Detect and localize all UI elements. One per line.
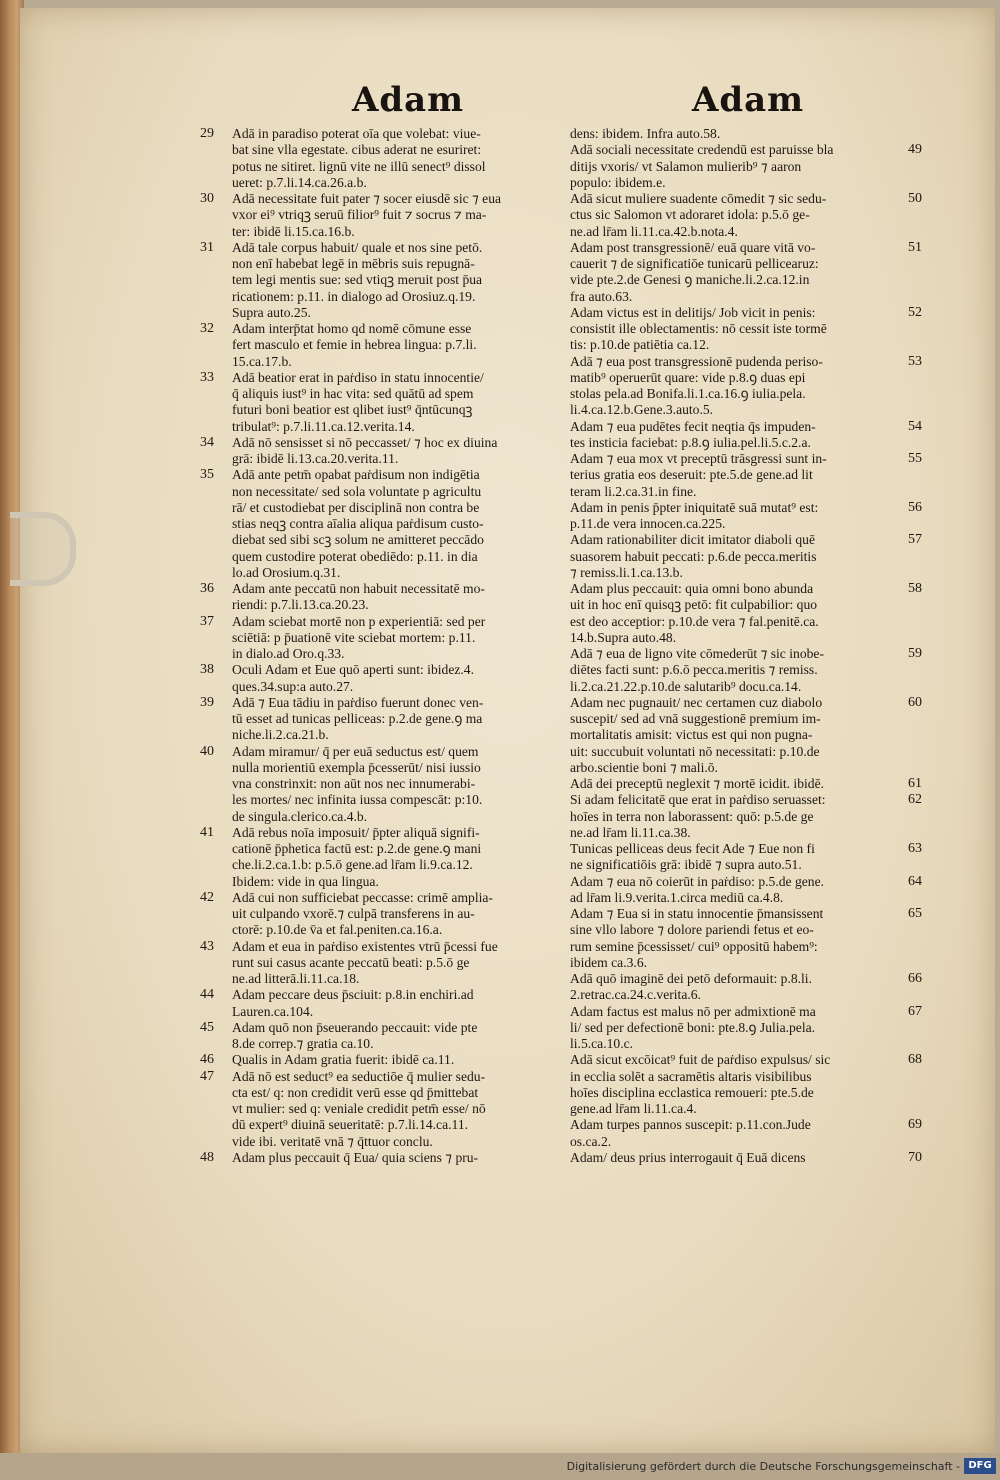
text-line: matib⁹ operuerūt quare: vide p.8.ꝯ duas epi	[570, 369, 806, 385]
text-line: Adam ante peccatū non habuit necessitatē mo-	[232, 581, 485, 596]
text-line: futuri boni beatior est qlibet iust⁹ q̄ntūcunqꝫ	[232, 402, 473, 418]
text-line: riendi: p.7.li.13.ca.20.23.	[232, 597, 369, 613]
text-line: fra auto.63.	[570, 288, 633, 304]
text-line: Adā dei preceptū neglexit ⁊ mortē icidit. ibidē.	[570, 776, 825, 791]
entry-number: 38	[200, 662, 214, 678]
text-line: ques.34.sup:a auto.27.	[232, 678, 354, 694]
entry-number: 68	[908, 1052, 922, 1068]
entry-number: 35	[200, 467, 214, 483]
entry-number: 55	[908, 451, 922, 466]
text-line: stolas pela.ad Bonifa.li.1.ca.16.ꝯ iulia.pela.	[570, 386, 806, 401]
text-line: suscepit/ sed ad vnā suggestionē premium im-	[570, 711, 821, 726]
entry-number: 47	[200, 1068, 214, 1084]
running-header-right: Adam	[692, 80, 805, 120]
text-line: ueret: p.7.li.14.ca.26.a.b.	[232, 174, 367, 190]
text-line: ctus sic Salomon vt adoraret idola: p.5.ō ge-	[570, 207, 810, 223]
text-line: Adam factus est malus nō per admixtionē ma	[570, 1003, 816, 1019]
text-line: Tunicas pelliceas deus fecit Ade ⁊ Eue non fi	[570, 841, 815, 856]
text-line: che.li.2.ca.1.b: p.5.ō gene.ad lr̄am li.9.ca.12.	[232, 857, 473, 873]
text-line: Adam nec pugnauit/ nec certamen cuz diabolo	[570, 694, 823, 710]
text-line: Adam ⁊ Eua si in statu innocentie p̄mansissent	[570, 906, 824, 921]
text-line: ricationem: p.11. in dialogo ad Orosiuz.q.19.	[232, 288, 476, 304]
text-line: gene.ad lr̄am li.11.ca.4.	[570, 1101, 697, 1116]
entry-number: 50	[908, 191, 922, 206]
text-line: Adā quō imaginē dei petō deformauit: p.8.li.	[570, 971, 812, 986]
text-line: rum semine p̄cessisset/ cui⁹ oppositū habem⁹:	[570, 938, 818, 954]
entry-number: 41	[200, 824, 214, 840]
text-line: diētes facti sunt: p.6.ō pecca.meritis ⁊ remiss.	[570, 662, 818, 678]
text-line: hoīes disciplina ecclastica remoueri: pte.5.de	[570, 1084, 814, 1100]
text-line: Adā nō est seduct⁹ ea seductiōe q̄ mulier sedu-	[232, 1068, 486, 1084]
text-line: os.ca.2.	[570, 1133, 612, 1149]
text-line: p.11.de vera innocen.ca.225.	[570, 516, 726, 531]
entry-number: 42	[200, 889, 214, 905]
text-line: 2.retrac.ca.24.c.verita.6.	[570, 987, 701, 1003]
text-line: Adam ⁊ eua pudētes fecit neqtia q̄s impuden-	[570, 418, 816, 434]
text-line: Adam peccare deus p̄sciuit: p.8.in enchiri.ad	[232, 987, 474, 1003]
text-line: ne significatiōis grā: ibidē ⁊ supra auto.51.	[570, 857, 802, 873]
text-line: Si adam felicitatē que erat in paṙdiso seruasset:	[570, 792, 826, 808]
entry-number: 32	[200, 321, 214, 336]
text-line: Adā in paradiso poterat oīa que volebat: viue-	[232, 126, 481, 141]
text-line: vxor ei⁹ vtriqꝫ seruū filior⁹ fuit ⁊ socrus ⁊ ma-	[232, 207, 487, 223]
text-line: Adā ⁊ eua de ligno vite cōmederūt ⁊ sic inobe-	[570, 646, 824, 661]
text-line: les mortes/ nec infinita iussa compescāt: p:10.	[232, 792, 483, 808]
text-line: li.5.ca.10.c.	[570, 1036, 634, 1051]
text-line: Adā ante petm̄ opabat paṙdisum non indigētia	[232, 467, 480, 483]
text-line: runt sui casus acante peccatū beati: p.5.ō ge	[232, 954, 470, 970]
text-line: uit in hoc enī quisqꝫ petō: fit culpabilior: quo	[570, 597, 818, 613]
entry-number: 39	[200, 694, 214, 710]
entry-number: 46	[200, 1052, 214, 1068]
text-line: Adam turpes pannos suscepit: p.11.con.Jude	[570, 1117, 811, 1133]
entry-number: 61	[908, 776, 922, 791]
text-line: Adā sicut excōicat⁹ fuit de paṙdiso expulsus/ sic	[570, 1052, 831, 1068]
text-line: li/ sed per defectionē boni: pte.8.ꝯ Julia.pela.	[570, 1019, 816, 1035]
entry-number: 31	[200, 239, 214, 255]
text-line: uit culpando vxorē.⁊ culpā transferens in au-	[232, 906, 475, 921]
text-line: ad lr̄am li.9.verita.1.circa mediū ca.4.8.	[570, 889, 784, 905]
text-line: nulla morientiū exempla p̄cesserūt/ nisi iussio	[232, 759, 481, 775]
text-line: arbo.scientie boni ⁊ mali.ō.	[570, 759, 718, 775]
text-line: ne.ad lr̄am li.11.ca.42.b.nota.4.	[570, 223, 738, 239]
entry-number: 65	[908, 906, 922, 921]
text-line: vide pte.2.de Genesi ꝯ maniche.li.2.ca.12.in	[570, 272, 810, 288]
text-line: Adā rebus noīa imposuit/ p̄pter aliquā signifi-	[232, 824, 480, 840]
right-text-column	[570, 126, 910, 1166]
text-line: non necessitate/ sed sola voluntate p agricultu	[232, 483, 482, 499]
text-line: teram li.2.ca.31.in fine.	[570, 483, 697, 499]
text-line: cauerit ⁊ de significatiōe tunicarū pellicearuz:	[570, 256, 819, 271]
text-line: Oculi Adam et Eue quō aperti sunt: ibidez.4.	[232, 662, 474, 678]
text-line: Supra auto.25.	[232, 304, 311, 320]
text-line: Adam/ deus prius interrogauit q̄ Euā dicens	[570, 1149, 806, 1165]
entry-number: 62	[908, 792, 922, 808]
entry-number: 40	[200, 743, 214, 759]
entry-number: 30	[200, 191, 214, 206]
text-line: non enī habebat legē in mēbris suis repugnā-	[232, 256, 475, 271]
entry-number: 57	[908, 532, 922, 548]
text-line: ⁊ remiss.li.1.ca.13.b.	[570, 564, 683, 580]
text-line: uit: succubuit voluntati nō necessitati: p.10.de	[570, 743, 820, 759]
entry-number: 52	[908, 304, 922, 320]
text-line: dens: ibidem. Infra auto.58.	[570, 126, 721, 141]
entry-number: 36	[200, 581, 214, 596]
text-line: potus ne sitiret. lignū vite ne illū senect⁹ dissol	[232, 158, 486, 174]
text-line: tū esset ad tunicas pelliceas: p.2.de gene.ꝯ ma	[232, 711, 483, 726]
footer-credit: Digitalisierung gefördert durch die Deutsche Forschungsgemeinschaft -	[566, 1460, 960, 1473]
dfg-logo: DFG	[964, 1458, 996, 1474]
entry-number: 70	[908, 1149, 922, 1165]
text-line: 15.ca.17.b.	[232, 353, 292, 369]
entry-number: 43	[200, 938, 214, 954]
text-line: niche.li.2.ca.21.b.	[232, 727, 329, 743]
text-line: Adā nō sensisset si nō peccasset/ ⁊ hoc ex diuina	[232, 434, 498, 450]
text-line: Adam et eua in paṙdiso existentes vtrū p̄cessi fue	[232, 938, 498, 954]
entry-number: 69	[908, 1117, 922, 1133]
text-line: Adam quō non p̄seuerando peccauit: vide pte	[232, 1019, 478, 1035]
text-line: stias neqꝫ contra aīalia aliqua paṙdisum custo-	[232, 516, 484, 531]
text-line: cationē p̄phetica factū est: p.2.de gene.ꝯ mani	[232, 841, 482, 856]
text-line: mortalitatis amisit: victus est qui non pugna-	[570, 727, 813, 743]
entry-number: 29	[200, 126, 214, 141]
text-line: Adam rationabiliter dicit imitator diaboli quē	[570, 532, 815, 548]
entry-number: 49	[908, 142, 922, 158]
text-line: ditijs vxoris/ vt Salamon mulierib⁹ ⁊ aaron	[570, 158, 802, 174]
text-line: ne.ad litterā.li.11.ca.18.	[232, 971, 360, 986]
text-line: ibidem ca.3.6.	[570, 954, 648, 970]
entry-number: 33	[200, 369, 214, 385]
text-line: quem custodire poterat obediēdo: p.11. in dia	[232, 548, 478, 564]
entry-number: 37	[200, 613, 214, 629]
text-line: tem legi mentis sue: sed vtiqꝫ meruit post p̄ua	[232, 272, 483, 288]
text-line: Adā cui non sufficiebat peccasse: crimē amplia-	[232, 889, 493, 905]
entry-number: 51	[908, 239, 922, 255]
text-line: tribulat⁹: p.7.li.11.ca.12.verita.14.	[232, 418, 415, 434]
entry-number: 60	[908, 694, 922, 710]
entry-number: 64	[908, 873, 922, 889]
text-line: in dialo.ad Oro.q.33.	[232, 646, 345, 661]
text-line: Adam victus est in delitijs/ Job vicit in penis:	[570, 304, 816, 320]
text-line: consistit ille oblectamentis: nō cessit iste tormē	[570, 321, 827, 336]
text-line: populo: ibidem.e.	[570, 174, 666, 190]
text-line: in ecclia solēt a sacramētis altaris visibilibus	[570, 1068, 812, 1084]
entry-number: 45	[200, 1019, 214, 1035]
text-line: Adā sociali necessitate credendū est paruisse bla	[570, 142, 834, 158]
text-line: q̄ aliquis iust⁹ in hac vita: sed quātū ad spem	[232, 386, 474, 401]
text-line: Ibidem: vide in qua lingua.	[232, 873, 379, 889]
text-line: Adā tale corpus habuit/ quale et nos sine petō.	[232, 239, 483, 255]
entry-number: 48	[200, 1149, 214, 1165]
text-line: Adā ⁊ eua post transgressionē pudenda periso-	[570, 353, 823, 369]
text-line: de singula.clerico.ca.4.b.	[232, 808, 368, 824]
text-line: diebat sed sibi scꝫ solum ne amitteret peccādo	[232, 532, 484, 548]
text-line: hoīes in terra non laborassent: quō: p.5.de ge	[570, 808, 814, 824]
text-line: lo.ad Orosium.q.31.	[232, 564, 341, 580]
text-line: grā: ibidē li.13.ca.20.verita.11.	[232, 451, 399, 466]
text-line: terius gratia eos deseruit: pte.5.de gene.ad lit	[570, 467, 813, 483]
text-line: tis: p.10.de patiētia ca.12.	[570, 337, 710, 353]
text-line: Lauren.ca.104.	[232, 1003, 314, 1019]
entry-number: 66	[908, 971, 922, 986]
text-line: Adam miramur/ q̄ per euā seductus est/ quem	[232, 743, 479, 759]
entry-number: 59	[908, 646, 922, 661]
text-line: ter: ibidē li.15.ca.16.b.	[232, 223, 355, 239]
text-line: ctorē: p.10.de v̄a et fal.peniten.ca.16.a.	[232, 922, 443, 938]
text-line: 14.b.Supra auto.48.	[570, 629, 677, 645]
entry-number: 56	[908, 499, 922, 515]
entry-number: 67	[908, 1003, 922, 1019]
text-line: sciētiā: p p̄uationē vite sciebat mortem: p.11.	[232, 629, 476, 645]
entry-number: 34	[200, 434, 214, 450]
text-line: Adā beatior erat in paṙdiso in statu innocentie/	[232, 369, 484, 385]
text-line: li.2.ca.21.22.p.10.de salutarib⁹ docu.ca.14.	[570, 678, 802, 694]
text-line: fert masculo et femie in hebrea lingua: p.7.li.	[232, 337, 477, 353]
entry-number: 44	[200, 987, 214, 1003]
text-line: dū expert⁹ diuinā seueritatē: p.7.li.14.ca.11.	[232, 1117, 469, 1133]
text-line: 8.de correp.⁊ gratia ca.10.	[232, 1036, 374, 1051]
text-line: Adam plus peccauit: quia omni bono abunda	[570, 581, 814, 596]
text-line: Adam in penis p̄pter iniquitatē suā mutat⁹ est:	[570, 499, 819, 515]
text-line: est deo acceptior: p.10.de vera ⁊ fal.penitē.ca.	[570, 613, 819, 629]
text-line: Adam sciebat mortē non p experientiā: sed per	[232, 613, 486, 629]
text-line: li.4.ca.12.b.Gene.3.auto.5.	[570, 402, 714, 418]
clasp-strap	[10, 512, 76, 586]
footer-bar	[0, 1453, 1000, 1480]
text-line: Adā ⁊ Eua tādiu in paṙdiso fuerunt donec ven-	[232, 694, 484, 710]
left-text-column	[232, 126, 554, 1166]
text-line: ne.ad lr̄am li.11.ca.38.	[570, 824, 691, 840]
entry-number: 53	[908, 353, 922, 369]
text-line: tes insticia faciebat: p.8.ꝯ iulia.pel.li.5.c.2.a.	[570, 434, 811, 450]
running-header-left: Adam	[352, 80, 465, 120]
text-line: Adam ⁊ eua nō coierūt in paṙdiso: p.5.de gene.	[570, 873, 825, 889]
text-line: cta est/ q: non credidit verū esse qd p̄mittebat	[232, 1084, 479, 1100]
text-line: Qualis in Adam gratia fuerit: ibidē ca.11.	[232, 1052, 455, 1068]
text-line: Adā sicut muliere suadente cōmedit ⁊ sic sedu-	[570, 191, 827, 206]
text-line: bat sine vlla egestate. cibus aderat ne esuriret:	[232, 142, 482, 158]
text-line: Adam plus peccauit q̄ Eua/ quia sciens ⁊ pru-	[232, 1149, 479, 1165]
entry-number: 58	[908, 581, 922, 596]
entry-number: 63	[908, 841, 922, 856]
text-line: vna constrinxit: non aūt nos nec innumerabi-	[232, 776, 476, 791]
text-line: sine vllo labore ⁊ dolore pariendi fetus et eo-	[570, 922, 814, 938]
text-line: vide ibi. veritatē vnā ⁊ q̄ttuor conclu.	[232, 1133, 433, 1149]
text-line: Adam interp̄tat homo qd nomē cōmune esse	[232, 321, 472, 336]
text-line: Adam ⁊ eua mox vt preceptū trāsgressi sunt in-	[570, 451, 827, 466]
text-line: vt mulier: sed q: veniale credidit petm̄ esse/ nō	[232, 1101, 486, 1116]
entry-number: 54	[908, 418, 922, 434]
text-line: Adā necessitate fuit pater ⁊ socer eiusdē sic ⁊ eua	[232, 191, 502, 206]
text-line: Adam post transgressionē/ euā quare vitā vo-	[570, 239, 816, 255]
text-line: suasorem habuit peccati: p.6.de pecca.meritis	[570, 548, 817, 564]
text-line: rā/ et custodiebat per disciplinā non contra be	[232, 499, 480, 515]
